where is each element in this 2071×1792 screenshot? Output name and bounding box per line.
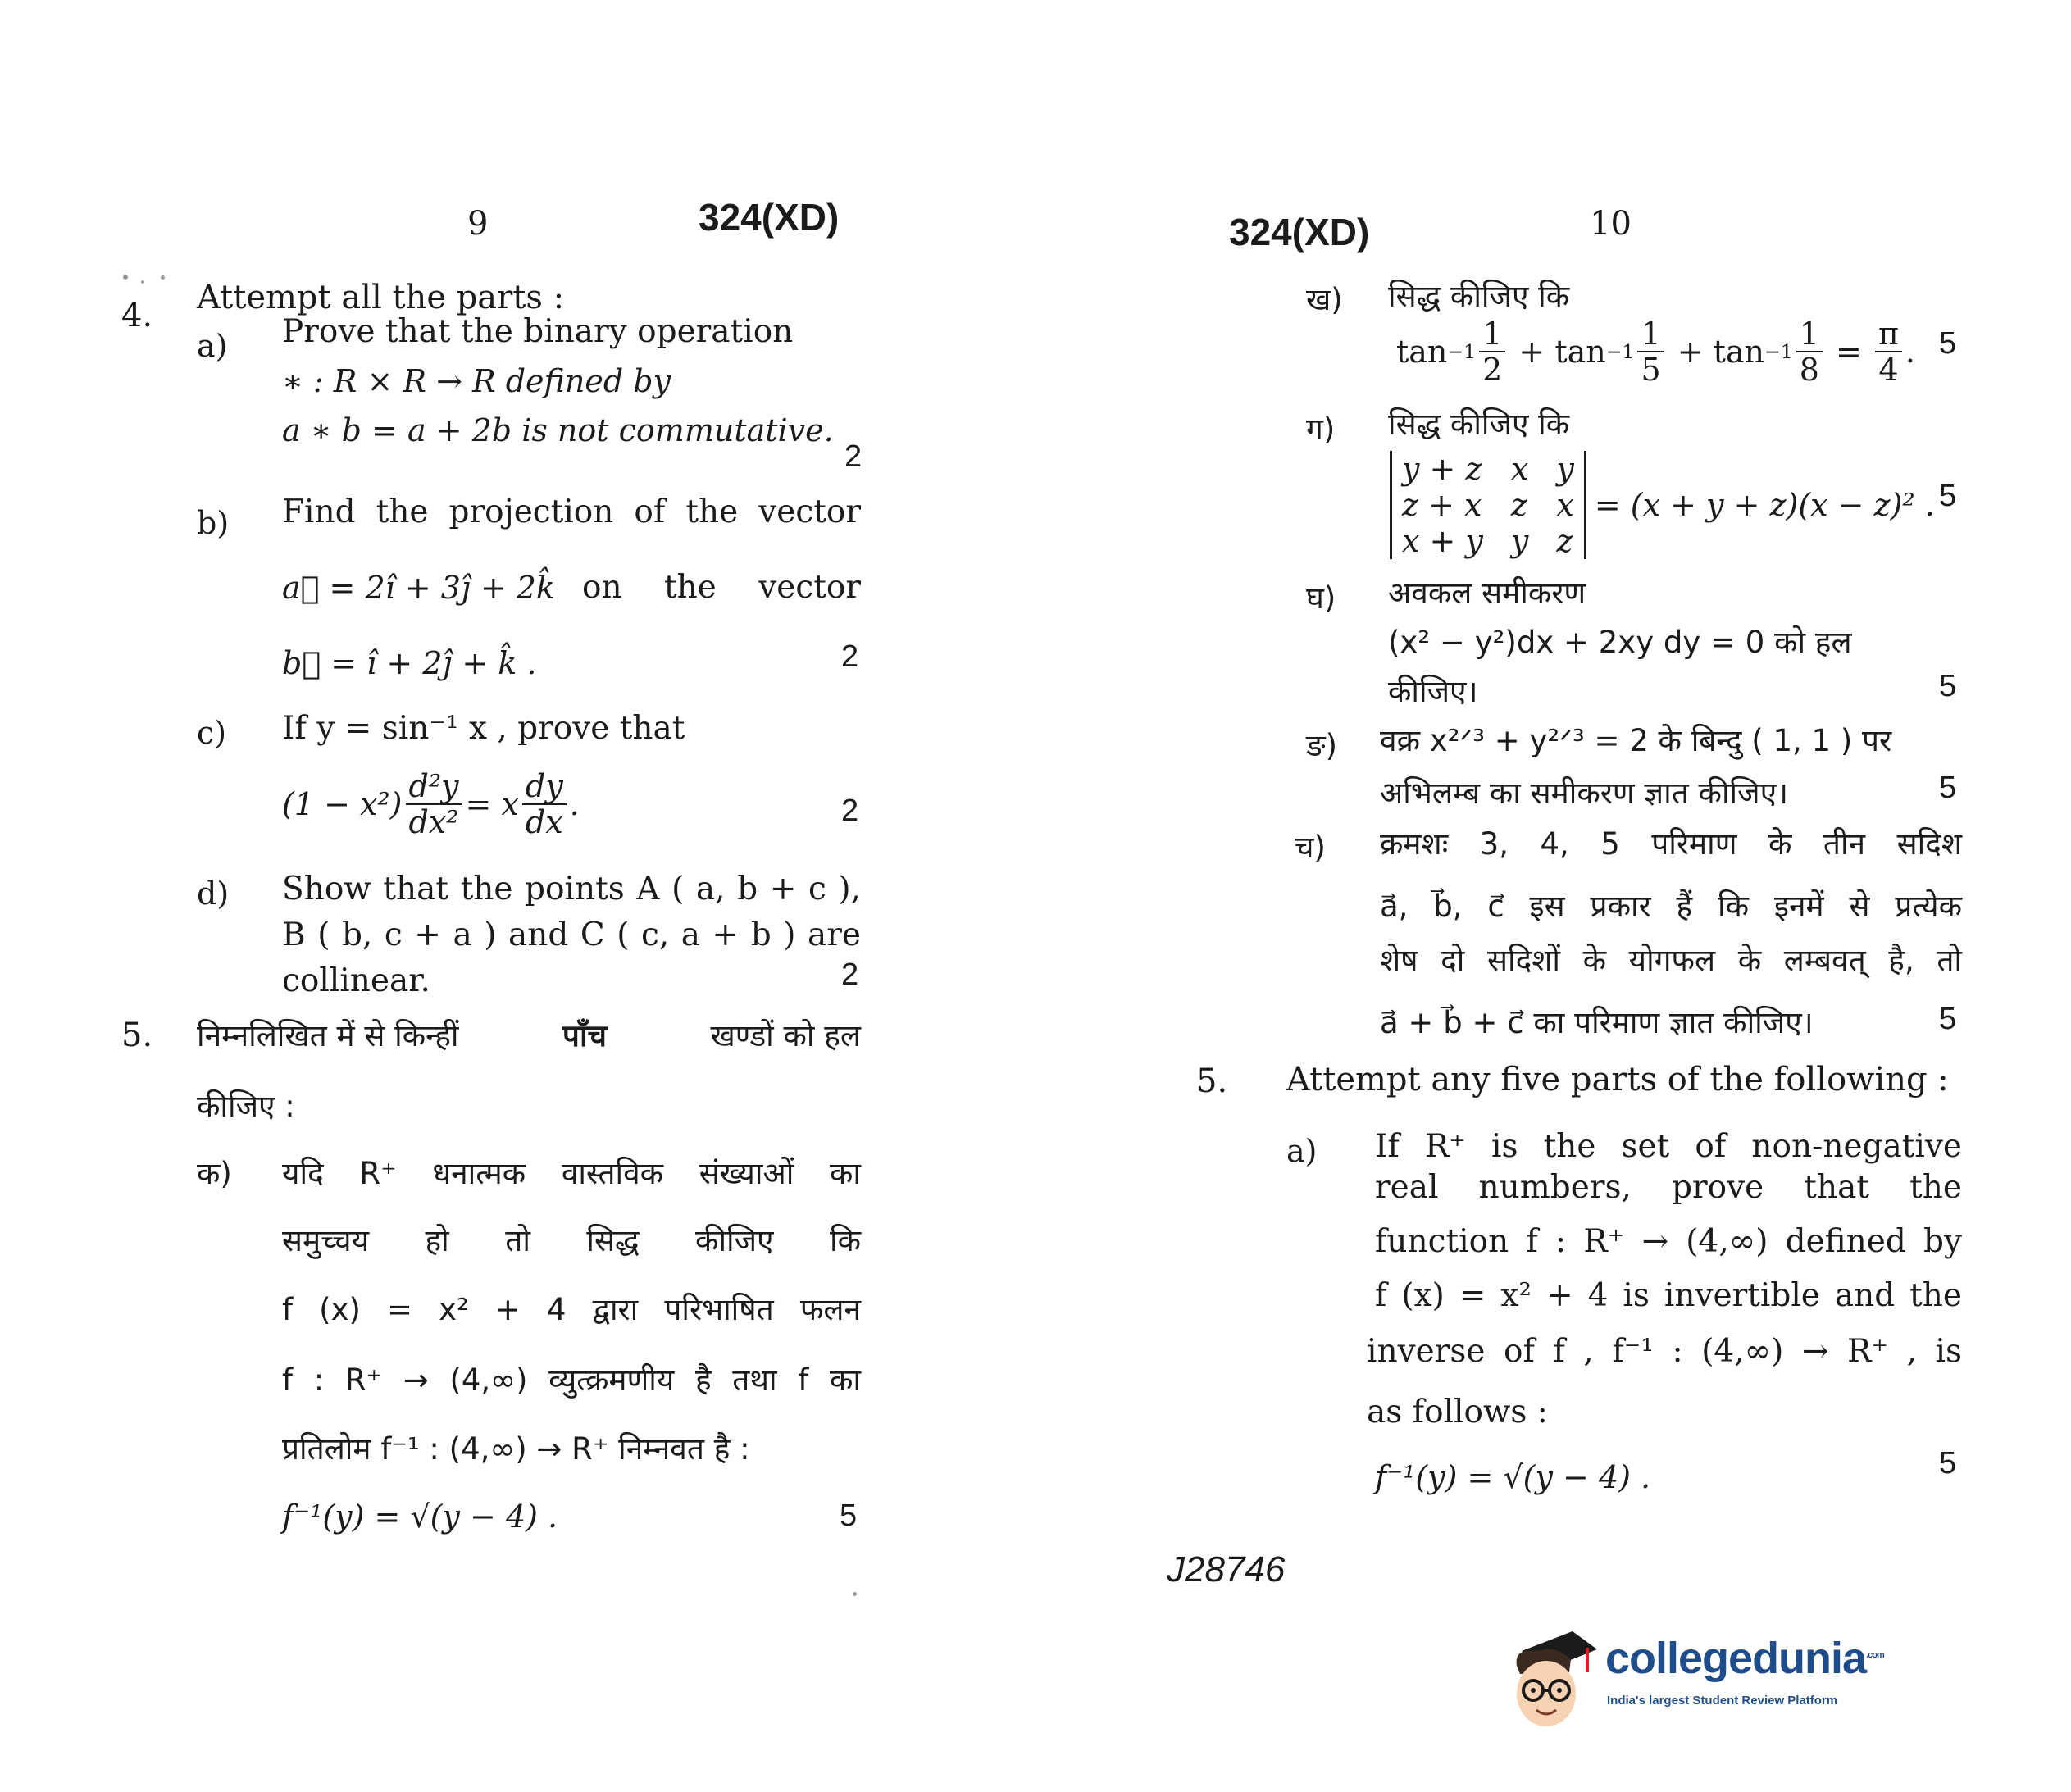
marks: 2 [844,439,863,474]
marks: 5 [1939,479,1957,513]
part-label: c) [197,715,227,751]
determinant-equation: y + z x y z + x z x x + y y z = (x + y + z)(x − z)² . [1390,451,1935,559]
part-text: कीजिए। [1388,674,1478,709]
footer-code: J28746 [1167,1549,1286,1590]
differential-equation: (x² − y²)dx + 2xy dy = 0 को हल [1388,625,1852,660]
part-text: If y = sin⁻¹ x , prove that [282,710,685,747]
marks: 5 [1939,771,1957,805]
tan-identity: tan −1 $\frac{1}{2}$ + tan −1 $\frac{1}{5}$ + tan −1 $\frac{1}{8}$ = $\frac{\pi}{4}$ . [1396,316,1916,388]
marks: 5 [1939,326,1957,361]
part-text: Find the projection of the vector [282,493,861,530]
part-label: a) [1286,1133,1318,1169]
question-intro: निम्नलिखित में से किन्हीं पाँच खण्डों को हल [197,1018,861,1053]
part-text: प्रतिलोम f⁻¹ : (4,∞) → R⁺ निम्नवत है : [282,1431,750,1467]
part-text: If R⁺ is the set of non-negative [1375,1128,1962,1165]
logo-wordmark: collegedunia$^{.com}$ [1605,1634,1884,1683]
part-text: f (x) = x² + 4 द्वारा परिभाषित फलन [282,1292,861,1327]
part-text: यदि R⁺ धनात्मक वास्तविक संख्याओं का [282,1156,861,1191]
scan-speck [853,1592,857,1596]
part-label: घ) [1306,580,1336,616]
part-text: सिद्ध कीजिए कि [1388,407,1570,442]
part-text: शेष दो सदिशों के योगफल के लम्बवत् है, तो [1380,943,1962,978]
vector-equation: b⃗ = î + 2ĵ + k̂ . [282,645,537,681]
vector-equation: a⃗ = 2î + 3ĵ + 2k̂ [282,570,555,606]
part-text: inverse of f , f⁻¹ : (4,∞) → R⁺ , is [1367,1333,1962,1370]
part-text: Show that the points A ( a, b + c ), [282,871,861,907]
part-label: ख) [1306,282,1343,317]
part-text: वक्र x²ᐟ³ + y²ᐟ³ = 2 के बिन्दु ( 1, 1 ) पर [1380,723,1892,758]
part-text: Prove that the binary operation [282,313,794,350]
question-intro: Attempt all the parts : [197,279,565,316]
marks: 2 [841,794,859,828]
scan-speck [123,275,128,280]
page-number: 10 [1590,205,1632,243]
part-text: collinear. [282,962,430,999]
part-text: f : R⁺ → (4,∞) व्युत्क्रमणीय है तथा f का [282,1362,861,1398]
determinant: y + z x y z + x z x x + y y z [1390,451,1586,559]
marks: 2 [841,639,859,674]
marks: 5 [840,1499,858,1533]
part-label: d) [197,876,230,912]
part-text: अभिलम्ब का समीकरण ज्ञात कीजिए। [1380,775,1789,811]
part-text: a⃗ + b⃗ + c⃗ का परिमाण ज्ञात कीजिए। [1380,1005,1814,1040]
student-mascot-icon [1505,1626,1600,1733]
scan-speck [161,275,165,280]
inverse-function: f⁻¹(y) = √(y − 4) . [282,1499,558,1535]
marks: 5 [1939,1446,1957,1480]
part-text: f (x) = x² + 4 is invertible and the [1375,1277,1962,1314]
scan-speck [141,280,144,284]
question-number: 5. [1196,1062,1228,1100]
marks: 5 [1939,1002,1957,1036]
marks: 2 [841,957,859,992]
logo-tagline: India's largest Student Review Platform [1607,1694,1838,1708]
inverse-function: f⁻¹(y) = √(y − 4) . [1375,1459,1651,1495]
part-text: ∗ : R × R → R defined by [282,363,671,399]
part-text: real numbers, prove that the [1375,1169,1962,1206]
part-text: अवकल समीकरण [1388,575,1586,611]
marks: 5 [1939,669,1957,703]
derivative-equation: (1 − x²) $\frac{\text{d²y}}{\text{dx²}}$ = x $\frac{dy}{dx}$ . [282,768,580,840]
paper-code: 324(XD) [699,196,840,239]
part-label: a) [197,328,228,364]
part-text: सिद्ध कीजिए कि [1388,279,1570,314]
question-number: 5. [121,1017,153,1054]
right-page [1036,0,2071,1792]
part-text: B ( b, c + a ) and C ( c, a + b ) are [282,916,861,953]
part-label: ग) [1306,412,1336,447]
part-text: function f : R⁺ → (4,∞) defined by [1375,1223,1962,1260]
part-label: b) [197,505,230,541]
question-number: 4. [121,297,153,334]
part-text: समुच्चय हो तो सिद्ध कीजिए कि [282,1223,861,1258]
part-label: ङ) [1306,728,1338,763]
part-text: a⃗, b⃗, c⃗ इस प्रकार हैं कि इनमें से प्रत्येक [1380,889,1962,924]
question-intro: Attempt any five parts of the following : [1286,1061,1949,1098]
question-intro: कीजिए : [197,1089,295,1124]
part-text: as follows : [1367,1394,1548,1430]
part-text: क्रमशः 3, 4, 5 परिमाण के तीन सदिश [1380,826,1962,862]
part-text: a ∗ b = a + 2b is not commutative. [282,412,834,448]
collegedunia-logo [1505,1626,1884,1741]
paper-code: 324(XD) [1229,211,1370,253]
part-text: on the vector [582,569,861,606]
part-label: क) [197,1156,232,1191]
part-label: च) [1295,830,1326,865]
page-number: 9 [467,205,489,243]
